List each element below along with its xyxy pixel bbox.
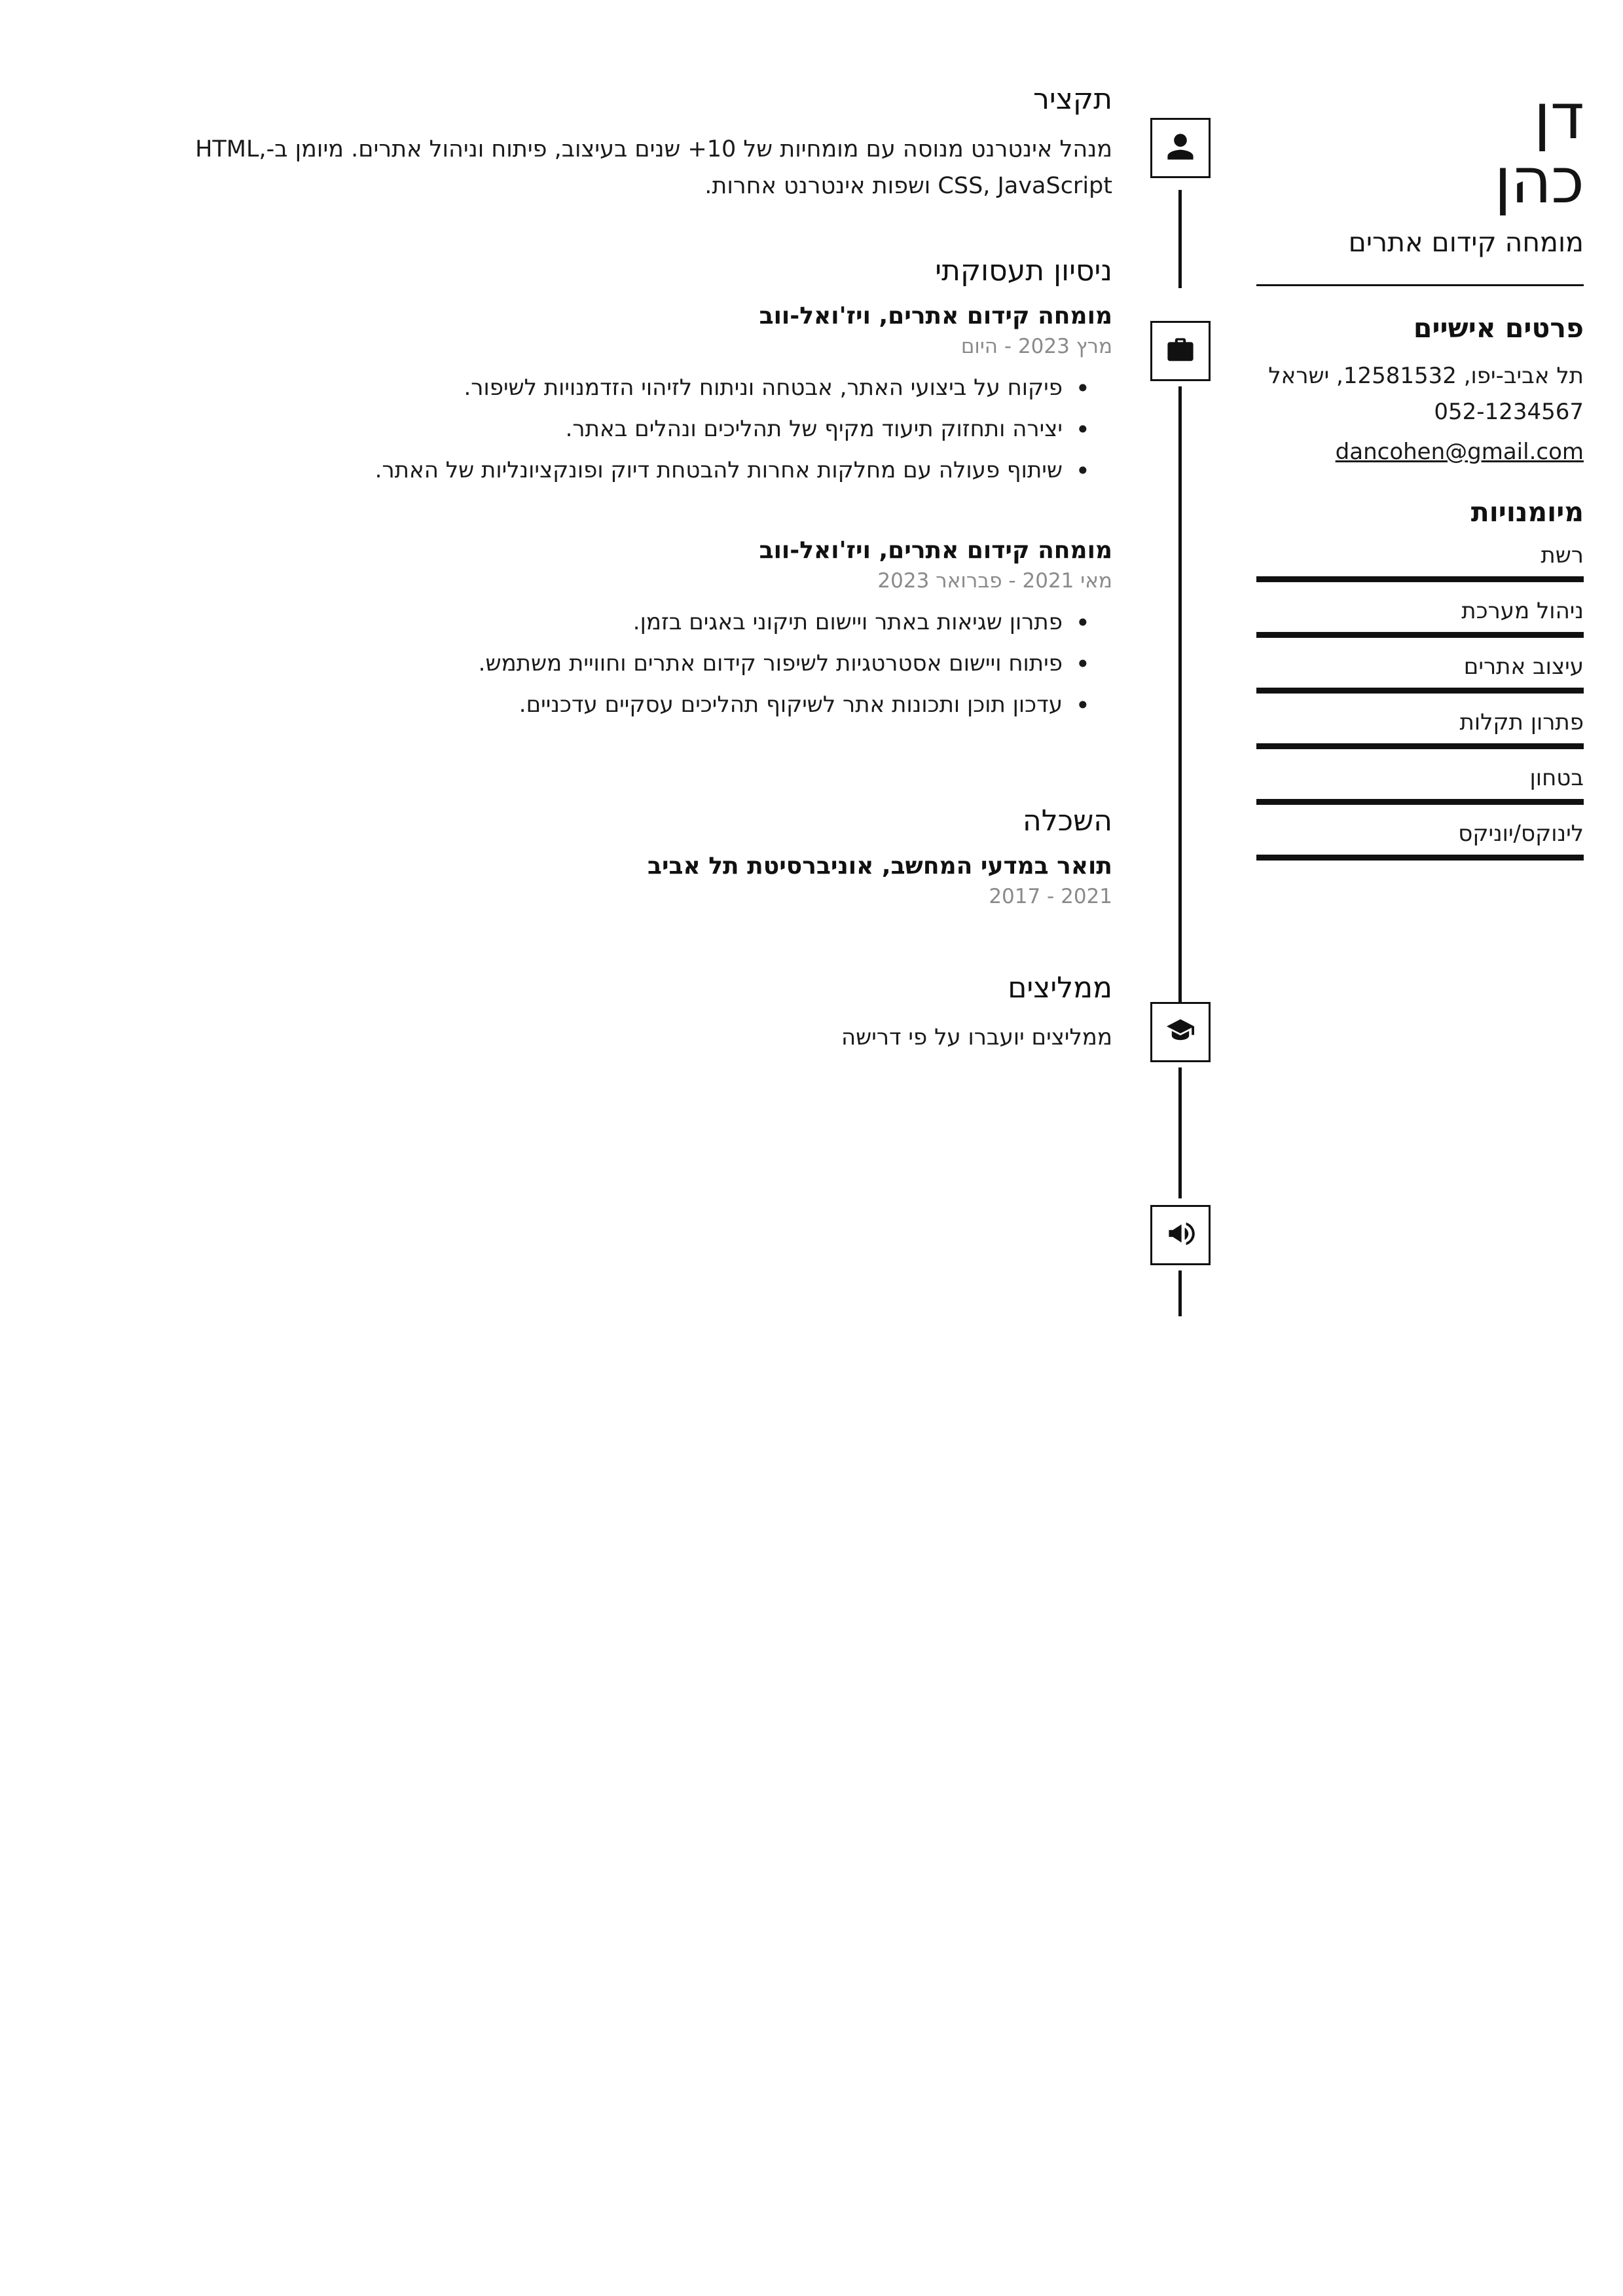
skill-item: פתרון תקלות <box>1256 709 1584 749</box>
sidebar-divider <box>1256 284 1584 286</box>
name-first: דן <box>1533 80 1584 153</box>
timeline-node-experience <box>1150 321 1211 381</box>
skill-item: לינוקס/יוניקס <box>1256 821 1584 861</box>
experience-bullets <box>144 604 1090 723</box>
candidate-name <box>1256 80 1584 217</box>
briefcase-icon <box>1165 334 1196 368</box>
timeline-node-references <box>1150 1205 1211 1265</box>
megaphone-icon <box>1165 1218 1196 1252</box>
skill-item: ניהול מערכת <box>1256 598 1584 638</box>
name-last: כהן <box>1494 143 1584 217</box>
education-degree: תואר במדעי המחשב, אוניברסיטת תל אביב <box>647 853 1112 880</box>
graduation-cap-icon <box>1165 1015 1196 1049</box>
person-icon <box>1165 131 1196 165</box>
timeline-connector <box>1178 190 1182 288</box>
main-content <box>0 85 1132 1056</box>
experience-dates: מאי 2021 - פברואר 2023 <box>877 569 1112 593</box>
references-title: ממליצים <box>1008 971 1112 1005</box>
section-education <box>144 804 1112 909</box>
contact-phone: 052-1234567 <box>1434 398 1584 425</box>
candidate-job-title: מומחה קידום אתרים <box>1348 226 1584 258</box>
resume-body <box>0 0 1623 1056</box>
education-dates: 2017 - 2021 <box>989 885 1112 909</box>
sidebar <box>1230 80 1623 1056</box>
experience-item <box>144 537 1112 723</box>
timeline-connector <box>1178 1270 1182 1316</box>
skill-item: עיצוב אתרים <box>1256 654 1584 694</box>
timeline-node-summary <box>1150 118 1211 178</box>
bullet: • פיתוח ויישום אסטרטגיות לשיפור קידום אתרים וחוויית משתמש. <box>144 646 1090 682</box>
experience-item <box>144 303 1112 489</box>
section-summary <box>144 85 1112 204</box>
skill-item: רשת <box>1256 542 1584 582</box>
bullet: • יצירה ותחזוק תיעוד מקיף של תהליכים ונהלים באתר. <box>144 411 1090 447</box>
section-references <box>144 971 1112 1055</box>
bullet: • פתרון שגיאות באתר ויישום תיקוני באגים בזמן. <box>144 604 1090 640</box>
section-experience <box>144 254 1112 723</box>
timeline-rail <box>1132 85 1230 1056</box>
timeline-node-education <box>1150 1002 1211 1062</box>
timeline-connector <box>1178 1067 1182 1198</box>
timeline-connector <box>1178 386 1182 1015</box>
skills-list <box>1256 542 1584 861</box>
references-text: ממליצים יועברו על פי דרישה <box>841 1024 1112 1051</box>
contact-address: תל אביב-יפו, 12581532, ישראל <box>1268 362 1584 389</box>
personal-details-heading: פרטים אישיים <box>1413 312 1584 344</box>
education-item <box>144 853 1112 908</box>
summary-title: תקציר <box>1033 83 1112 116</box>
bullet: • עדכון תוכן ותכונות אתר לשיקוף תהליכים עסקיים עדכניים. <box>144 687 1090 723</box>
experience-dates: מרץ 2023 - היום <box>960 335 1112 358</box>
bullet: • שיתוף פעולה עם מחלקות אחרות להבטחת דיוק ופונקציונליות של האתר. <box>144 453 1090 489</box>
contact-email-link[interactable]: dancohen@gmail.com <box>1335 438 1584 465</box>
experience-title: ניסיון תעסוקתי <box>935 254 1112 287</box>
experience-role: מומחה קידום אתרים, ויז'ואל-ווב <box>759 537 1112 565</box>
education-title: השכלה <box>1023 804 1112 838</box>
experience-bullets <box>144 370 1090 489</box>
experience-role: מומחה קידום אתרים, ויז'ואל-ווב <box>759 303 1112 329</box>
skills-heading: מיומנויות <box>1470 496 1584 528</box>
bullet: • פיקוח על ביצועי האתר, אבטחה וניתוח לזיהוי הזדמנויות לשיפור. <box>144 370 1090 406</box>
skill-item: בטחון <box>1256 765 1584 805</box>
summary-text: מנהל אינטרנט מנוסה עם מומחיות של 10+ שנים בעיצוב, פיתוח וניהול אתרים. מיומן ב-HTML, CSS, JavaScript ושפות אינטרנט אחרות. <box>195 136 1112 199</box>
